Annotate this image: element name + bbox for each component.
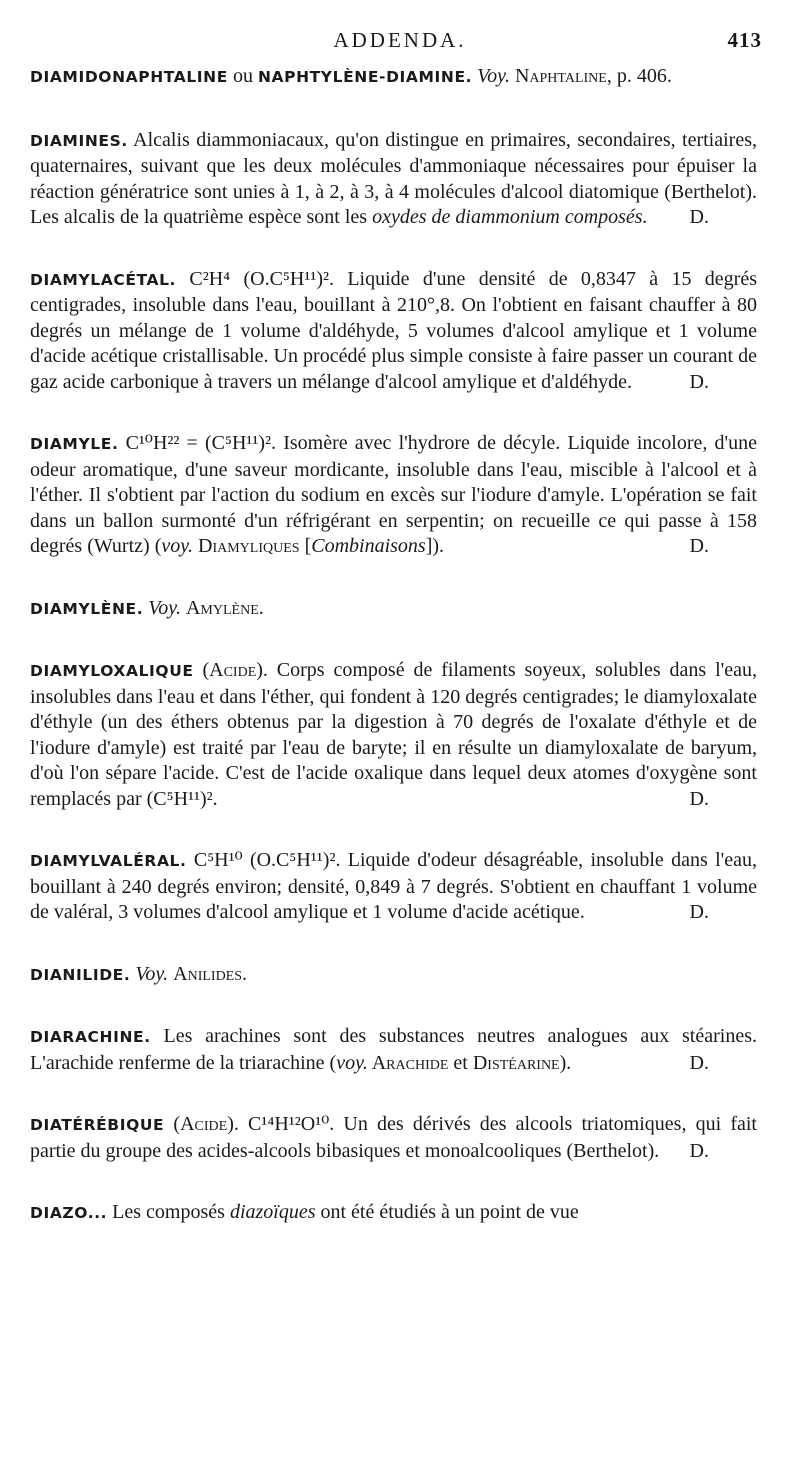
entry-italic: voy.	[161, 535, 194, 557]
page-number: 413	[727, 28, 762, 52]
entry-text: , p. 406.	[606, 65, 672, 87]
author-signature: D.	[689, 1139, 709, 1162]
entry-text: (	[164, 1113, 181, 1135]
entry-diamidonaphtaline	[30, 64, 757, 91]
entry-text: Les composés	[107, 1201, 230, 1223]
cross-reference: Naphtaline	[514, 65, 607, 87]
author-signature: D.	[689, 535, 709, 557]
entry-text: [	[299, 535, 312, 557]
headword: DIAMIDONAPHTALINE	[30, 68, 228, 86]
entry-text: ). Corps composé de filaments soyeux, solubles dans l'eau, insolubles dans l'eau et dans l'éther, qui fondent à 120 degrés centigrades; le diamyloxalate d'éthyle (un des éthers obtenus par la digestion à 70 degrés de l'oxalate d'éthyle et de l'iodure d'amyle) est traité par l'eau de baryte; il en résulte un diamyloxalate de baryum, d'où l'on sépare l'acide. C'est de l'acide oxalique dans lequel deux atomes d'oxygène sont remplacés par (C⁵H¹¹)².	[30, 659, 757, 810]
headword: DIAMYLACÉTAL.	[30, 270, 177, 289]
entry-text: Isomère avec l'hydrore de décyle. Liquide incolore, d'une odeur aromatique, d'une saveur mordicante, insoluble dans l'eau, miscible à l'alcool et à l'éther. Il s'obtient par l'action du sodium en excès sur l'iodure d'amyle. L'opération se fait dans un ballon surmonté d'un réfrigérant en serpentin; on recueille ce qui passe à 158 degrés (Wurtz) (	[30, 432, 757, 557]
entry-diamylvaleral	[30, 848, 757, 926]
entry-smallcaps: Acide	[209, 659, 257, 681]
cross-reference: Amylène.	[185, 596, 264, 619]
page-header	[0, 28, 800, 58]
entry-text: ).	[559, 1051, 572, 1074]
entry-text: ]).	[425, 535, 445, 557]
entry-text: (	[193, 659, 210, 681]
entry-italic: Combinaisons	[311, 535, 426, 557]
entry-text: Les arachines sont des substances neutres analogues aux stéarines. L'arachide renferme de la triarachine (	[30, 1025, 757, 1074]
entry-smallcaps: Acide	[180, 1113, 228, 1135]
entry-diarachine	[30, 1024, 757, 1076]
dictionary-body	[30, 58, 757, 1227]
entry-italic: voy.	[336, 1051, 368, 1074]
headword: DIAMYLÈNE.	[30, 599, 144, 618]
author-signature: D.	[689, 1051, 709, 1074]
cross-reference: Anilides.	[173, 962, 248, 985]
chemical-formula: C¹⁰H²² = (C⁵H¹¹)².	[118, 432, 277, 454]
headword-alt: NAPHTYLÈNE-DIAMINE.	[257, 68, 473, 86]
voy-marker: Voy.	[130, 962, 174, 985]
entry-text: ont été étudiés à un point de vue	[315, 1201, 579, 1223]
cross-reference: Arachide	[367, 1051, 449, 1074]
headword: DIAMYLE.	[30, 435, 119, 453]
entry-diamines	[30, 128, 757, 231]
author-signature: D.	[689, 787, 709, 810]
headword: DIAZO...	[30, 1204, 108, 1222]
author-signature: D.	[689, 206, 709, 228]
entry-text: Un des dérivés des alcools triatomiques, qui fait partie du groupe des acides-alcools bibasiques et monoalcooliques (Berthelot).	[30, 1113, 757, 1162]
chemical-formula: C²H⁴ (O.C⁵H¹¹)².	[176, 267, 334, 290]
author-signature: D.	[689, 901, 709, 923]
chemical-formula: C⁵H¹⁰ (O.C⁵H¹¹)².	[186, 849, 341, 871]
headword: DIAMYLVALÉRAL.	[30, 852, 187, 870]
headword: DIANILIDE.	[30, 965, 131, 984]
voy-marker: Voy.	[472, 65, 515, 87]
entry-diamyle	[30, 431, 757, 560]
author-signature: D.	[689, 370, 709, 393]
entry-dianilide	[30, 962, 757, 989]
entry-italic: diazoïques	[229, 1201, 316, 1223]
entry-text: Liquide d'odeur désagréable, insoluble dans l'eau, bouillant à 240 degrés environ; densité, 0,849 à 7 degrés. S'obtient en chauffant 1 volume de valéral, 3 volumes d'alcool amylique et 1 volume d'acide acétique.	[30, 849, 757, 923]
headword: DIATÉRÉBIQUE	[30, 1116, 165, 1134]
voy-marker: Voy.	[143, 596, 186, 619]
headword: DIARACHINE.	[30, 1028, 151, 1046]
entry-diazo	[30, 1200, 757, 1227]
cross-reference: Distéarine	[472, 1051, 560, 1074]
entry-text: ).	[227, 1113, 249, 1135]
entry-text: ou	[227, 65, 258, 87]
entry-diaterebique	[30, 1112, 757, 1164]
entry-diamylacetal	[30, 267, 757, 396]
entry-text: et	[448, 1051, 473, 1074]
chemical-formula: C¹⁴H¹²O¹⁰.	[248, 1113, 335, 1135]
entry-text: Liquide d'une densité de 0,8347 à 15 degrés centigrades, insoluble dans l'eau, bouillant à 210°,8. On l'obtient en faisant chauffer à 80 degrés un mélange de 1 volume d'aldéhyde, 5 volumes d'alcool amylique et 1 volume d'acide acétique cristallisable. Un procédé plus simple consiste à faire passer un courant de gaz acide carbonique à travers un mélange d'alcool amylique et d'aldéhyde.	[30, 267, 758, 393]
cross-reference: Diamyliques	[193, 535, 300, 557]
running-head: ADDENDA.	[333, 28, 467, 52]
headword: DIAMYLOXALIQUE	[30, 662, 194, 680]
entry-italic: oxydes de diammonium composés.	[372, 206, 648, 228]
entry-diamyloxalique	[30, 658, 757, 812]
entry-diamylene	[30, 596, 757, 623]
headword: DIAMINES.	[30, 131, 128, 150]
entry-text: Alcalis diammoniacaux, qu'on distingue en primaires, secondaires, tertiaires, quaternaires, suivant que les deux molécules d'ammoniaque nécessaires pour épuiser la réaction génératrice sont unies à 1, à 2, à 3, à 4 molécules d'alcool diatomique (Berthelot). Les alcalis de la quatrième espèce sont les	[30, 128, 757, 228]
